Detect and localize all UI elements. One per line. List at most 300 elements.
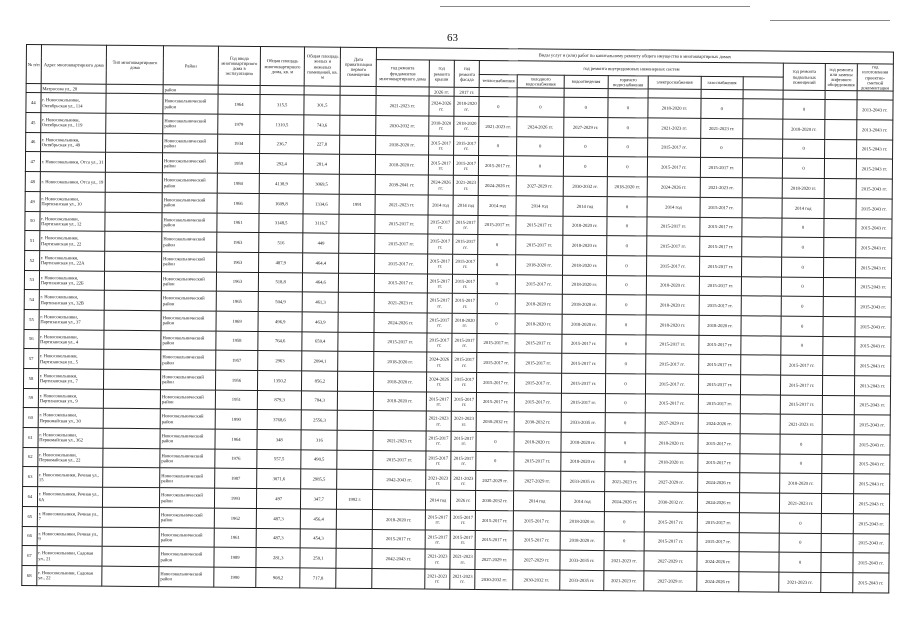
cell-sewer: 2018-2020 гг. bbox=[561, 432, 605, 452]
cell-basement: 0 bbox=[781, 336, 823, 356]
cell-type bbox=[103, 428, 160, 448]
cell-address: г. Новосокольники, Партизанская ул., 7 bbox=[38, 369, 104, 389]
cell-foundation: 2015-2017 гг. bbox=[373, 450, 426, 470]
cell-num: 50 bbox=[25, 211, 40, 231]
header-year: Год ввода многоквартирного дома в эксплуатацию bbox=[218, 46, 261, 86]
cell-gas: 2015-2017 гг. bbox=[699, 256, 741, 276]
cell-living-area: 316 bbox=[301, 430, 337, 450]
cell-gas: 2018-2020 гг. bbox=[699, 315, 741, 335]
header-facade: год ремонта фасада bbox=[454, 60, 480, 88]
cell-gas: 2015-2017 гг. bbox=[699, 335, 741, 355]
cell-address: г. Новосокольники, Речная ул., 15 bbox=[37, 467, 103, 487]
cell-type bbox=[104, 330, 161, 350]
cell-year: 1990 bbox=[214, 567, 256, 587]
cell-gas: 2015-2017 гг. bbox=[700, 197, 742, 217]
cell-year: 1976 bbox=[215, 449, 257, 469]
cell-foundation: 2021-2023 гг. bbox=[375, 194, 428, 214]
cell-hot-water: 0 bbox=[605, 374, 645, 394]
header-address: Адрес многоквартирного дома bbox=[41, 45, 107, 85]
cell-num: 55 bbox=[24, 309, 39, 329]
cell-hot-water: 0 bbox=[606, 354, 646, 374]
cell-living-area: 456,4 bbox=[301, 509, 337, 529]
cell-cold-water: 2015-2017 гг. bbox=[515, 392, 562, 412]
cell-heat: 0 bbox=[476, 432, 514, 452]
cell-heat: 0 bbox=[479, 97, 517, 117]
cell-elevator bbox=[822, 494, 854, 514]
cell-num: 51 bbox=[25, 231, 40, 251]
cell-district: Новосокольнический район bbox=[159, 508, 214, 528]
cell-gas: 2015-2017 гг. bbox=[698, 453, 740, 473]
cell-elevator bbox=[823, 356, 855, 376]
cell-elevator bbox=[821, 553, 853, 573]
cell-roof: 2015-2017 гг. bbox=[426, 431, 451, 451]
cell-facade: 2015-2017 гг. bbox=[452, 372, 477, 392]
cell-privatization bbox=[338, 293, 374, 313]
cell-address: г. Новосокольники, Речная ул., 9 bbox=[37, 526, 103, 546]
cell-gas: 2015-2017 гг. bbox=[699, 276, 741, 296]
cell-address: г. Новосокольники, Садовая ул., 21 bbox=[37, 546, 103, 566]
header-works-group: Виды услуг и (или) работ по капитальному ремонту общего имущества в многоквартирных домах bbox=[376, 48, 893, 65]
cell-basement: 0 bbox=[779, 552, 821, 572]
cell-address: г. Новосокольники, Партизанская ул., 22 bbox=[39, 231, 105, 251]
cell-electric: 2027-2029 гг. bbox=[645, 472, 698, 492]
cell-documentation: 2015-2043 гг. bbox=[853, 573, 889, 593]
cell-num: 44 bbox=[26, 93, 41, 113]
cell-gas: 2015-2017 гг. bbox=[700, 217, 742, 237]
cell-living-area: 464,4 bbox=[303, 253, 339, 273]
cell-foundation: 2030-2032 гг. bbox=[376, 116, 429, 136]
cell-sewer: 2014 год bbox=[560, 491, 604, 511]
cell-electric: 2015-2017 гг. bbox=[646, 374, 699, 394]
cell-heat: 2027-2029 гг. bbox=[476, 471, 514, 491]
cell-address: г. Новосокольники, Отса ул., 31 bbox=[40, 152, 106, 172]
cell-privatization bbox=[337, 430, 373, 450]
cell-total-area: 3148,5 bbox=[259, 213, 303, 233]
cell-roof: 2015-2017 гг. bbox=[427, 313, 452, 333]
cell-empty bbox=[741, 355, 781, 375]
cell-foundation: 2015-2017 гг. bbox=[374, 273, 427, 293]
cell-type bbox=[106, 153, 163, 173]
header-empty bbox=[743, 76, 783, 90]
capital-repair-table bbox=[21, 44, 894, 593]
cell-hot-water: 2018-2020 гг. bbox=[607, 177, 647, 197]
cell-year: 1963 bbox=[217, 232, 259, 252]
cell-total-area: 879,3 bbox=[257, 390, 301, 410]
cell-electric: 2015-2017 гг. bbox=[644, 512, 697, 532]
cell-gas: 2015-2017 гг. bbox=[699, 296, 741, 316]
cell-year: 1984 bbox=[217, 173, 259, 193]
cell-elevator bbox=[824, 238, 856, 258]
cell-electric: 2027-2029 гг. bbox=[645, 413, 698, 433]
cell-basement: 2015-2017 гг. bbox=[781, 355, 823, 375]
cell-district: Новосокольнический район bbox=[161, 311, 216, 331]
cell-cold-water: 2030-2032 гг. bbox=[513, 570, 560, 590]
cell-roof: 2024-2026 гг. bbox=[426, 372, 451, 392]
cell-empty bbox=[739, 532, 779, 552]
cell-heat: 2015-2017 гг. bbox=[475, 530, 513, 550]
cell-sewer: 0 bbox=[563, 137, 607, 157]
cell-num: 52 bbox=[25, 250, 40, 270]
cell-empty bbox=[740, 375, 780, 395]
cell-cold-water: 0 bbox=[517, 97, 564, 117]
cell-documentation: 2015-2043 гг. bbox=[854, 415, 890, 435]
cell-roof: 2021-2023 гг. bbox=[426, 411, 451, 431]
cell-roof: 2015-2017 гг. bbox=[428, 155, 453, 175]
cell-gas: 0 bbox=[701, 99, 743, 119]
cell-foundation: 2042-2043 гг. bbox=[373, 470, 426, 490]
cell-sewer: 2027-2029 гг. bbox=[563, 117, 607, 137]
cell-privatization bbox=[339, 273, 375, 293]
cell-empty bbox=[742, 217, 782, 237]
cell-privatization bbox=[336, 568, 372, 588]
cell-total-area: 1609,8 bbox=[259, 193, 303, 213]
cell-gas: 2015-2017 гг. bbox=[697, 512, 739, 532]
cell-living-area: 454,3 bbox=[300, 528, 336, 548]
cell-num: 46 bbox=[26, 132, 41, 152]
cell-num: 45 bbox=[26, 113, 41, 133]
cell-district: Новосокольнический район bbox=[160, 429, 215, 449]
cell-documentation: 2015-2043 гг. bbox=[855, 238, 891, 258]
cell-living-area: 659,4 bbox=[302, 332, 338, 352]
cell-address: г. Новосокольники, Октябрьская ул., 114 bbox=[41, 93, 107, 113]
cell-roof: 2021-2023 гг. bbox=[425, 549, 450, 569]
cell-elevator bbox=[822, 415, 854, 435]
cell-basement: 0 bbox=[781, 277, 823, 297]
cell-sewer: 0 bbox=[563, 157, 607, 177]
cell-documentation: 2015-2043 гг. bbox=[855, 317, 891, 337]
cell-roof: 2014 год bbox=[425, 490, 450, 510]
cell-sewer: 2015-2017 гг. bbox=[561, 354, 605, 374]
cell-heat: 2015-2017 гг. bbox=[477, 372, 515, 392]
cell-type bbox=[106, 133, 163, 153]
cell-gas: 2015-2017 гг. bbox=[698, 355, 740, 375]
cell-heat: 0 bbox=[479, 136, 517, 156]
cell-foundation: 2024-2026 гг. bbox=[374, 313, 427, 333]
cell-year: 1961 bbox=[217, 213, 259, 233]
cell-type bbox=[102, 546, 159, 566]
cell-hot-water: 0 bbox=[604, 531, 644, 551]
cell-num: 49 bbox=[25, 191, 40, 211]
cell-total-area: 315,5 bbox=[260, 95, 304, 115]
cell-district: Новосокольнический район bbox=[159, 547, 214, 567]
cell-empty bbox=[742, 158, 782, 178]
cell-basement: 0 bbox=[782, 218, 824, 238]
cell-address: г. Новосокольники, Октябрьская ул., 49 bbox=[40, 132, 106, 152]
cell-num: 56 bbox=[24, 329, 39, 349]
cell-type bbox=[106, 113, 163, 133]
cell-basement: 0 bbox=[781, 296, 823, 316]
top-rule bbox=[440, 6, 750, 7]
cell-foundation: 2018-2020 гг. bbox=[374, 372, 427, 392]
cell-gas: 2024-2026 гг. bbox=[698, 414, 740, 434]
cell-cold-water: 2027-2029 гг. bbox=[513, 550, 560, 570]
cell-foundation: 2021-2023 гг. bbox=[376, 96, 429, 116]
cell-basement: 0 bbox=[781, 316, 823, 336]
cell-district: Новосокольнический район bbox=[161, 291, 216, 311]
cell-address: г. Новосокольники, Первомайская ул., 22 bbox=[38, 447, 104, 467]
cell-year: 1963 bbox=[216, 272, 258, 292]
cell-hot-water: 0 bbox=[606, 315, 646, 335]
cell-elevator bbox=[823, 297, 855, 317]
cell-basement: 2018-2020 гг. bbox=[783, 119, 825, 139]
cell-basement: 2015-2017 гг. bbox=[780, 395, 822, 415]
cell-district: Новосокольнический район bbox=[160, 389, 215, 409]
cell-empty bbox=[740, 434, 780, 454]
cell-empty bbox=[740, 394, 780, 414]
cell-district: Новосокольнический район bbox=[161, 330, 216, 350]
cell-heat: 2015-2017 гг. bbox=[476, 510, 514, 530]
cell-foundation: 2018-2020 гг. bbox=[373, 391, 426, 411]
cell-privatization bbox=[340, 135, 376, 155]
cell-documentation: 2015-2043 гг. bbox=[853, 514, 889, 534]
cell-living-area: 1334,6 bbox=[303, 194, 339, 214]
cell-facade: 2015-2017 гг. bbox=[452, 274, 477, 294]
cell-facade: 2018-2020 гг. bbox=[452, 313, 477, 333]
cell-living-area: 461,3 bbox=[303, 292, 339, 312]
cell-facade: 2021-2023 гг. bbox=[451, 471, 476, 491]
cell-facade: 2015-2017 гг. bbox=[452, 353, 477, 373]
cell-basement: 0 bbox=[781, 257, 823, 277]
cell-total-area: 504,9 bbox=[258, 292, 302, 312]
cell-roof: 2015-2017 гг. bbox=[427, 293, 452, 313]
cell-facade: 2015-2017 гг. bbox=[453, 156, 478, 176]
cell-empty bbox=[742, 178, 782, 198]
cell-hot-water: 2021-2023 гг. bbox=[605, 472, 645, 492]
cell-hot-water: 0 bbox=[608, 137, 648, 157]
cell-hot-water: 0 bbox=[608, 98, 648, 118]
cell-num: 59 bbox=[23, 388, 38, 408]
cell-privatization bbox=[336, 529, 372, 549]
header-sewer: водоотведения bbox=[564, 75, 608, 89]
cell-year: 1957 bbox=[216, 351, 258, 371]
cell-basement: 2015-2017 гг. bbox=[780, 375, 822, 395]
cell-sewer: 2018-2020 гг. bbox=[562, 255, 606, 275]
cell-living-area: 856,2 bbox=[302, 371, 338, 391]
cell-hot-water: 0 bbox=[607, 236, 647, 256]
cell-hot-water: 0 bbox=[607, 216, 647, 236]
cell-heat: 2015-2017 гг. bbox=[479, 156, 517, 176]
header-electric: электроснабжения bbox=[648, 76, 701, 90]
cell-type bbox=[104, 271, 161, 291]
cell-living-area: 743,6 bbox=[304, 115, 340, 135]
cell-basement: 0 bbox=[779, 513, 821, 533]
cell-electric: 2018-2020 гг. bbox=[646, 276, 699, 296]
cell-basement: 0 bbox=[782, 237, 824, 257]
cell-living-area: 2556,3 bbox=[301, 410, 337, 430]
cell-district: Новосокольнический район bbox=[162, 193, 217, 213]
cell-type bbox=[103, 448, 160, 468]
cell-privatization: 1992 г. bbox=[337, 489, 373, 509]
cell-living-area: 259,1 bbox=[300, 548, 336, 568]
cell-total-area: 3071,6 bbox=[257, 469, 301, 489]
cell-hot-water: 2021-2023 гг. bbox=[604, 570, 644, 590]
cell-year: 1966 bbox=[217, 193, 259, 213]
cell-address: г. Новосокольники, Отса ул., 19 bbox=[40, 172, 106, 192]
cell-type bbox=[104, 310, 161, 330]
cell-cold-water: 2027-2029 гг. bbox=[514, 471, 561, 491]
cell-address: г. Новосокольники, Партизанская ул., 37 bbox=[39, 310, 105, 330]
cell-heat: 0 bbox=[477, 313, 515, 333]
cell-facade: 2015-2017 гг. bbox=[450, 510, 475, 530]
cell-num: 63 bbox=[23, 467, 38, 487]
cell-address: г. Новосокольники, Партизанская ул., 32В bbox=[39, 290, 105, 310]
cell-facade: 2021-2023 гг. bbox=[450, 549, 475, 569]
cell-electric: 2027-2029 гг. bbox=[644, 571, 697, 591]
cell-elevator bbox=[822, 395, 854, 415]
cell-empty bbox=[739, 493, 779, 513]
cell-num: 58 bbox=[23, 369, 38, 389]
cell-cold-water: 2015-2017 гг. bbox=[514, 452, 561, 472]
cell-total-area: 518,8 bbox=[258, 272, 302, 292]
cell-roof: 2014 год bbox=[428, 195, 453, 215]
cell-documentation: 2015-2043 гг. bbox=[854, 435, 890, 455]
cell-address: г. Новосокольники, Партизанская ул., 4 bbox=[39, 329, 105, 349]
cell-heat: 2021-2023 гг. bbox=[479, 117, 517, 137]
cell-heat: 2015-2017 гг. bbox=[478, 215, 516, 235]
cell-heat: 0 bbox=[476, 451, 514, 471]
cell-cold-water: 2014 год bbox=[514, 491, 561, 511]
cell-electric: 2018-2020 гг. bbox=[648, 98, 701, 118]
cell-living-area: 2985,5 bbox=[301, 469, 337, 489]
cell-num: 48 bbox=[25, 172, 40, 192]
cell-elevator bbox=[824, 257, 856, 277]
header-roof: год ремонта крыши bbox=[429, 60, 455, 88]
cell-sewer: 2018-2020 гг. bbox=[560, 511, 604, 531]
cell-total-area: 1310,5 bbox=[260, 115, 304, 135]
cell-living-area: 3069,5 bbox=[304, 174, 340, 194]
document-sheet bbox=[21, 44, 894, 593]
header-cold-water: холодного водоснабжения bbox=[517, 74, 564, 88]
cell-documentation: 2015-2043 гг. bbox=[856, 218, 892, 238]
cell-electric: 2015-2017 гг. bbox=[647, 216, 700, 236]
cell-heat: 0 bbox=[478, 254, 516, 274]
cell-cold-water: 2018-2020 гг. bbox=[514, 432, 561, 452]
cell-district: Новосокольнический район bbox=[161, 370, 216, 390]
cell-documentation: 2013-2043 гг. bbox=[857, 100, 893, 120]
cell-basement: 0 bbox=[780, 434, 822, 454]
cell-cold-water: 2015-2017 гг. bbox=[516, 235, 563, 255]
cell-num: 64 bbox=[22, 487, 37, 507]
cell-elevator bbox=[821, 533, 853, 553]
cell-facade: 2015-2017 гг. bbox=[452, 294, 477, 314]
cell-sewer: 2018-2020 гг. bbox=[560, 452, 604, 472]
top-rule-right bbox=[770, 20, 890, 21]
cell-type bbox=[103, 409, 160, 429]
cell-heat: 2015-2017 гг. bbox=[477, 353, 515, 373]
cell-address: г. Новосокольники, Партизанская ул., 22Б bbox=[39, 270, 105, 290]
cell-num: 57 bbox=[24, 349, 39, 369]
cell-cold-water: 2014 год bbox=[516, 196, 563, 216]
cell-documentation: 2015-2043 гг. bbox=[855, 277, 891, 297]
header-gas: газоснабжения bbox=[701, 76, 743, 90]
cell-living-area: 490,5 bbox=[301, 450, 337, 470]
cell-living-area: 463,9 bbox=[302, 312, 338, 332]
cell-heat: 0 bbox=[478, 274, 516, 294]
cell-documentation: 2015-2043 гг. bbox=[855, 336, 891, 356]
cell-facade: 2015-2017 гг. bbox=[452, 333, 477, 353]
cell-cold-water: 2015-2017 гг. bbox=[513, 530, 560, 550]
cell-roof: 2015-2017 гг. bbox=[428, 136, 453, 156]
cell-hot-water: 0 bbox=[608, 118, 648, 138]
cell-elevator bbox=[822, 454, 854, 474]
cell-documentation: 2015-2043 гг. bbox=[853, 533, 889, 553]
cell-sewer: 2033-2035 гг. bbox=[559, 570, 603, 590]
cell-privatization bbox=[337, 411, 373, 431]
cell-total-area: 236,7 bbox=[260, 134, 304, 154]
cell-year: 1993 bbox=[214, 488, 256, 508]
cell-elevator bbox=[823, 375, 855, 395]
cell-foundation: 2018-2020 гг. bbox=[375, 155, 428, 175]
cell-district: Новосокольнический район bbox=[162, 232, 217, 252]
cell-foundation: 2021-2023 гг. bbox=[374, 293, 427, 313]
cell-documentation: 2015-2043 гг. bbox=[854, 455, 890, 475]
cell-year: 1979 bbox=[218, 114, 260, 134]
cell-privatization bbox=[337, 450, 373, 470]
cell-electric: 2015-2017 гг. bbox=[648, 138, 701, 158]
cell-address: г. Новосокольники, Первомайская ул., 362 bbox=[38, 428, 104, 448]
cell-num: 66 bbox=[22, 526, 37, 546]
cell-num: 68 bbox=[22, 565, 37, 585]
cell-foundation: 2015-2017 гг. bbox=[375, 253, 428, 273]
cell-elevator bbox=[824, 198, 856, 218]
cell-type bbox=[102, 507, 159, 527]
cell-sewer: 0 bbox=[564, 98, 608, 118]
cell-gas: 2015-2017 гг. bbox=[698, 394, 740, 414]
cell-documentation: 2015-2043 гг. bbox=[856, 140, 892, 160]
cell-cold-water: 0 bbox=[517, 156, 564, 176]
header-heat: теплоснабжения bbox=[479, 74, 517, 88]
cell-empty bbox=[739, 552, 779, 572]
cell-address: г. Новосокольники, Партизанская ул., 22А bbox=[39, 251, 105, 271]
cell-empty bbox=[739, 513, 779, 533]
cell-facade: 2015-2017 гг. bbox=[451, 392, 476, 412]
cell-privatization bbox=[337, 470, 373, 490]
cell-electric: 2014 год bbox=[647, 197, 700, 217]
cell-year: 1956 bbox=[215, 370, 257, 390]
cell-hot-water: 2024-2026 гг. bbox=[604, 492, 644, 512]
cell-elevator bbox=[824, 218, 856, 238]
cell-privatization bbox=[339, 233, 375, 253]
cell-basement: 2018-2020 гг. bbox=[780, 474, 822, 494]
header-networks-group: год ремонта внутридомовых инженерных систем bbox=[480, 60, 784, 76]
header-elevator: год ремонта или замены лифтового оборудования bbox=[825, 63, 857, 91]
cell-roof: 2024-2026 гг. bbox=[429, 96, 454, 116]
cell-roof: 2015-2017 гг. bbox=[427, 234, 452, 254]
cell-cold-water: 2024-2026 гг. bbox=[517, 117, 564, 137]
cell-facade: 2014 год bbox=[453, 195, 478, 215]
cell-address: г. Новосокольники, Садовая ул., 22 bbox=[37, 566, 103, 586]
cell-elevator bbox=[822, 435, 854, 455]
cell-empty bbox=[739, 572, 779, 592]
cell-privatization bbox=[337, 391, 373, 411]
cell-facade: 2015-2017 гг. bbox=[451, 431, 476, 451]
cell-basement: 2014 год bbox=[782, 198, 824, 218]
cell-gas: 0 bbox=[700, 138, 742, 158]
cell-heat: 2030-2032 гг. bbox=[475, 569, 513, 589]
cell-num: 53 bbox=[24, 270, 39, 290]
header-type: Тип многоквартирного дома bbox=[106, 45, 163, 85]
header-hot-water: горячего водоснабжения bbox=[608, 75, 648, 89]
cell-electric: 2015-2017 гг. bbox=[647, 256, 700, 276]
cell-heat: 0 bbox=[478, 294, 516, 314]
cell-electric: 2030-2032 гг. bbox=[644, 492, 697, 512]
cell-cold-water: 2015-2017 гг. bbox=[515, 373, 562, 393]
cell-basement: 2021-2023 гг. bbox=[780, 415, 822, 435]
cell-basement: 0 bbox=[783, 100, 825, 120]
cell-num: 47 bbox=[25, 152, 40, 172]
cell-gas: 2024-2026 гг. bbox=[697, 571, 739, 591]
cell-num: 67 bbox=[22, 546, 37, 566]
